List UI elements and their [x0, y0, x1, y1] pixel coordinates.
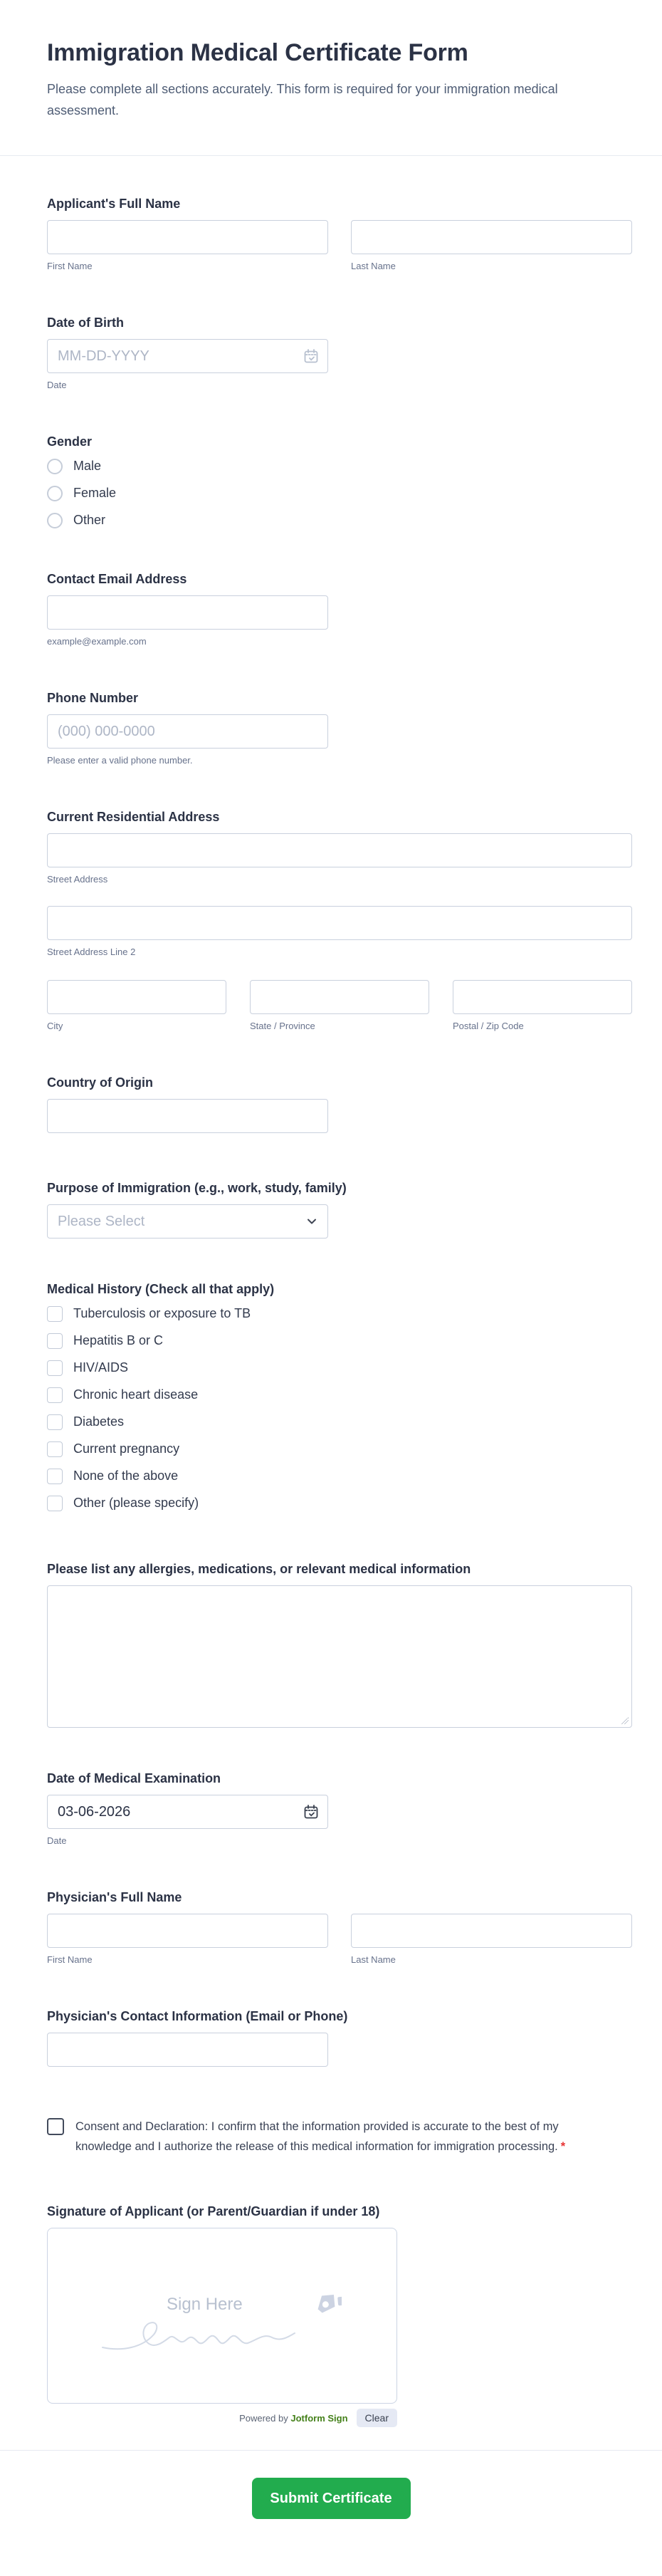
calendar-icon[interactable] [303, 1804, 319, 1820]
dob-label: Date of Birth [47, 316, 124, 330]
medical-option-label: Tuberculosis or exposure to TB [73, 1306, 251, 1320]
medical-option-pregnancy[interactable] [47, 1441, 632, 1457]
city-input[interactable] [47, 980, 226, 1014]
field-gender [47, 434, 632, 528]
gender-option-label: Other [73, 513, 106, 527]
form-body [0, 156, 662, 2427]
powered-by-label: Powered by [239, 2412, 288, 2424]
state-input[interactable] [250, 980, 429, 1014]
submit-button[interactable]: Submit Certificate [252, 2478, 411, 2519]
powered-by-text [239, 2413, 347, 2424]
medical-option-none[interactable] [47, 1468, 632, 1484]
gender-option-male[interactable] [47, 458, 632, 474]
exam-date-input[interactable] [47, 1795, 328, 1829]
gender-option-other[interactable] [47, 512, 632, 528]
gender-label: Gender [47, 434, 93, 449]
country-input[interactable] [47, 1099, 328, 1133]
field-date-of-birth [47, 315, 632, 391]
medical-option-other[interactable] [47, 1495, 632, 1511]
medical-option-label: Chronic heart disease [73, 1387, 199, 1402]
field-allergies [47, 1561, 632, 1728]
phone-label: Phone Number [47, 691, 139, 705]
exam-date-label: Date of Medical Examination [47, 1771, 221, 1785]
applicant-first-name-input[interactable] [47, 220, 328, 254]
consent-text [75, 2117, 618, 2157]
field-applicant-name [47, 196, 632, 272]
medical-option-label: Diabetes [73, 1414, 125, 1429]
checkbox-icon[interactable] [47, 1469, 63, 1484]
medical-option-label: None of the above [73, 1469, 179, 1483]
signature-label: Signature of Applicant (or Parent/Guardian if under 18) [47, 2204, 380, 2218]
medical-option-heart-disease[interactable] [47, 1387, 632, 1403]
field-email [47, 571, 632, 647]
dob-input[interactable] [47, 339, 328, 373]
field-medical-history [47, 1281, 632, 1511]
field-exam-date [47, 1771, 632, 1847]
medical-option-diabetes[interactable] [47, 1414, 632, 1430]
signature-pad[interactable] [47, 2228, 397, 2404]
medical-option-label: Current pregnancy [73, 1441, 180, 1456]
submit-section [0, 2451, 662, 2555]
applicant-name-label: Applicant's Full Name [47, 197, 181, 211]
medical-option-hepatitis[interactable] [47, 1333, 632, 1349]
gender-option-label: Male [73, 459, 102, 473]
medical-option-label: Hepatitis B or C [73, 1333, 164, 1347]
city-sublabel: City [47, 1021, 63, 1031]
zip-input[interactable] [453, 980, 632, 1014]
email-sublabel: example@example.com [47, 636, 147, 647]
gender-option-female[interactable] [47, 485, 632, 501]
pen-nib-icon [310, 2289, 342, 2319]
physician-name-label: Physician's Full Name [47, 1890, 182, 1904]
field-purpose [47, 1180, 632, 1239]
street-address-input[interactable] [47, 833, 632, 867]
first-name-sublabel: First Name [47, 261, 93, 271]
radio-icon[interactable] [47, 459, 63, 474]
country-label: Country of Origin [47, 1075, 153, 1090]
physician-first-name-input[interactable] [47, 1914, 328, 1948]
street-address-line2-sublabel: Street Address Line 2 [47, 947, 136, 957]
clear-signature-button[interactable]: Clear [357, 2409, 397, 2427]
signature-footer [47, 2409, 397, 2427]
checkbox-icon[interactable] [47, 1387, 63, 1403]
field-signature [47, 2204, 632, 2427]
physician-contact-label: Physician's Contact Information (Email or Phone) [47, 2009, 348, 2023]
physician-first-name-sublabel: First Name [47, 1954, 93, 1965]
email-label: Contact Email Address [47, 572, 187, 586]
form-header [0, 0, 662, 121]
consent-checkbox[interactable] [47, 2118, 64, 2135]
page-title: Immigration Medical Certificate Form [47, 39, 468, 66]
resize-grip-icon[interactable] [621, 1717, 629, 1724]
last-name-sublabel: Last Name [351, 261, 396, 271]
field-phone [47, 690, 632, 766]
purpose-label: Purpose of Immigration (e.g., work, study, family) [47, 1181, 347, 1195]
checkbox-icon[interactable] [47, 1306, 63, 1322]
signature-hint [101, 2289, 357, 2367]
field-address [47, 809, 632, 1032]
signature-squiggle-icon [101, 2316, 315, 2353]
medical-option-tb[interactable] [47, 1305, 632, 1322]
physician-contact-input[interactable] [47, 2033, 328, 2067]
email-input[interactable] [47, 595, 328, 630]
checkbox-icon[interactable] [47, 1333, 63, 1349]
applicant-last-name-input[interactable] [351, 220, 632, 254]
physician-last-name-input[interactable] [351, 1914, 632, 1948]
page-subtitle: Please complete all sections accurately. This form is required for your immigration medical assessment. [47, 82, 558, 118]
street-address-line2-input[interactable] [47, 906, 632, 940]
checkbox-icon[interactable] [47, 1360, 63, 1376]
phone-sublabel: Please enter a valid phone number. [47, 755, 193, 766]
field-physician-contact [47, 2008, 632, 2067]
dob-sublabel: Date [47, 380, 67, 390]
sign-here-text: Sign Here [167, 2295, 243, 2314]
zip-sublabel: Postal / Zip Code [453, 1021, 524, 1031]
radio-icon[interactable] [47, 513, 63, 528]
purpose-select-placeholder: Please Select [58, 1213, 145, 1229]
field-physician-name [47, 1889, 632, 1966]
state-sublabel: State / Province [250, 1021, 315, 1031]
street-address-sublabel: Street Address [47, 874, 108, 885]
exam-date-sublabel: Date [47, 1835, 67, 1846]
allergies-label: Please list any allergies, medications, or relevant medical information [47, 1562, 471, 1576]
field-consent [47, 2117, 632, 2157]
radio-icon[interactable] [47, 486, 63, 501]
medical-option-hiv[interactable] [47, 1360, 632, 1376]
checkbox-icon[interactable] [47, 1441, 63, 1457]
allergies-textarea[interactable] [47, 1585, 632, 1728]
gender-option-label: Female [73, 486, 117, 500]
chevron-down-icon [306, 1217, 317, 1226]
required-asterisk: * [560, 2140, 566, 2153]
consent-statement: Consent and Declaration: I confirm that the information provided is accurate to the best of my knowledge and I authorize the release of this medical information for immigration processing. [75, 2120, 559, 2153]
jotform-sign-brand: Jotform Sign [290, 2412, 348, 2424]
purpose-select[interactable] [47, 1204, 328, 1239]
phone-input[interactable] [47, 714, 328, 749]
address-label: Current Residential Address [47, 810, 220, 824]
medical-option-label: Other (please specify) [73, 1496, 199, 1510]
field-country [47, 1075, 632, 1133]
calendar-icon[interactable] [303, 348, 319, 364]
medical-history-label: Medical History (Check all that apply) [47, 1282, 275, 1296]
checkbox-icon[interactable] [47, 1414, 63, 1430]
physician-last-name-sublabel: Last Name [351, 1954, 396, 1965]
medical-option-label: HIV/AIDS [73, 1360, 129, 1375]
checkbox-icon[interactable] [47, 1496, 63, 1511]
